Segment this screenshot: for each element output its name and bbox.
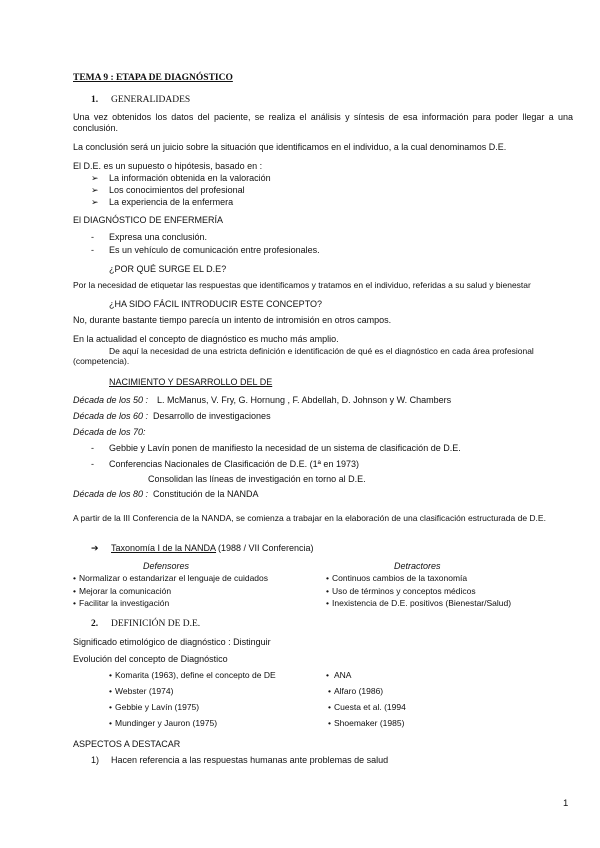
dash-marker: - <box>91 459 94 469</box>
author-item: Shoemaker (1985) <box>334 718 405 728</box>
bullet-arrow-icon: ➢ <box>91 185 99 195</box>
author-item: Gebbie y Lavín (1975) <box>115 702 200 712</box>
detractor-item: Continuos cambios de la taxonomía <box>332 573 468 583</box>
aspect-item: Hacen referencia a las respuestas humanas ante problemas de salud <box>111 755 389 765</box>
history-heading: NACIMIENTO Y DESARROLLO DEL DE <box>109 377 273 387</box>
diagnostico-heading: El DIAGNÓSTICO DE ENFERMERÍA <box>73 215 224 225</box>
section-1-heading: GENERALIDADES <box>111 95 191 105</box>
generalidades-paragraph-1: Una vez obtenidos los datos del paciente, se realiza el análisis y síntesis de esa información para poder llegar a una conclusión. <box>73 112 573 133</box>
arrow-right-icon: ➔ <box>91 543 99 553</box>
bullet-dot: • <box>326 573 329 583</box>
detractor-item: Uso de términos y conceptos médicos <box>332 586 476 596</box>
page-title: TEMA 9 : ETAPA DE DIAGNÓSTICO <box>73 73 233 83</box>
bullet-dot: • <box>109 718 112 728</box>
decade-50-text: L. McManus, V. Fry, G. Hornung , F. Abdellah, D. Johnson y W. Chambers <box>157 395 452 405</box>
bullet-dot: • <box>326 586 329 596</box>
bullet-dot: • <box>328 686 331 696</box>
bullet-dot: • <box>109 670 112 680</box>
bullet-dot: • <box>326 598 329 608</box>
decade-70-label: Década de los 70: <box>73 427 146 437</box>
decade-80-text: Constitución de la NANDA <box>153 489 259 499</box>
page-number: 1 <box>563 798 569 809</box>
generalidades-paragraph-2: La conclusión será un juicio sobre la situación que identificamos en el individuo, a la cual denominamos D.E. <box>73 142 507 152</box>
decade-60-text: Desarrollo de investigaciones <box>153 411 271 421</box>
bullet-dot: • <box>109 702 112 712</box>
bullet-dot: • <box>109 686 112 696</box>
section-2-heading: DEFINICIÓN DE D.E. <box>111 619 201 629</box>
defensores-heading: Defensores <box>143 561 190 571</box>
de-intro: El D.E. es un supuesto o hipótesis, basado en : <box>73 161 263 171</box>
taxonomy-label: Taxonomía I de la NANDA <box>111 543 217 553</box>
bullet-dot: • <box>73 573 76 583</box>
author-item: Komarita (1963), define el concepto de DE <box>115 670 276 680</box>
author-item: Mundinger y Jauron (1975) <box>115 718 218 728</box>
bullet-arrow-icon: ➢ <box>91 197 99 207</box>
dash-marker: - <box>91 443 94 453</box>
defensor-item: Facilitar la investigación <box>79 598 170 608</box>
aspect-number: 1) <box>91 755 100 765</box>
section-2-number: 2. <box>91 619 99 629</box>
bullet-item: Los conocimientos del profesional <box>109 185 245 195</box>
answer-1: Por la necesidad de etiquetar las respuestas que identificamos y tratamos en el individuo, referidas a su salud y bienestar <box>73 280 531 290</box>
defensor-item: Normalizar o estandarizar el lenguaje de cuidados <box>79 573 268 583</box>
detractores-heading: Detractores <box>394 561 441 571</box>
detractor-item: Inexistencia de D.E. positivos (Bienestar/Salud) <box>332 598 512 608</box>
dash-marker: - <box>91 245 94 255</box>
dash-marker: - <box>91 232 94 242</box>
bullet-dot: • <box>328 702 331 712</box>
decade-80-label: Década de los 80 : <box>73 489 149 499</box>
answer-3-line-1: En la actualidad el concepto de diagnóstico es mucho más amplio. <box>73 334 339 344</box>
author-item: Alfaro (1986) <box>334 686 384 696</box>
bullet-dot: • <box>73 598 76 608</box>
bullet-item: La información obtenida en la valoración <box>109 173 271 183</box>
taxonomy-note: (1988 / VII Conferencia) <box>218 543 314 553</box>
author-item: ANA <box>334 670 352 680</box>
bullet-item: La experiencia de la enfermera <box>109 197 234 207</box>
section-1-number: 1. <box>91 95 99 105</box>
decade-70-item: Conferencias Nacionales de Clasificación de D.E. (1ª en 1973) <box>109 459 359 469</box>
answer-3-line-2: De aquí la necesidad de una estricta definición e identificación de qué es el diagnóstico en cada área profesional (competencia). <box>73 346 534 367</box>
aspects-heading: ASPECTOS A DESTACAR <box>73 739 181 749</box>
decade-70-note: Consolidan las líneas de investigación en torno al D.E. <box>148 474 366 484</box>
question-1: ¿POR QUÉ SURGE EL D.E? <box>109 264 227 274</box>
decade-50-label: Década de los 50 : <box>73 395 149 405</box>
defensor-item: Mejorar la comunicación <box>79 586 172 596</box>
question-2: ¿HA SIDO FÁCIL INTRODUCIR ESTE CONCEPTO? <box>109 299 323 309</box>
dx-item: Expresa una conclusión. <box>109 232 208 242</box>
evolution-heading: Evolución del concepto de Diagnóstico <box>73 654 228 664</box>
author-item: Cuesta et al. (1994 <box>334 702 406 712</box>
bullet-dot: • <box>326 670 329 680</box>
bullet-arrow-icon: ➢ <box>91 173 99 183</box>
answer-2: No, durante bastante tiempo parecía un intento de intromisión en otros campos. <box>73 315 392 325</box>
nanda-paragraph: A partir de la III Conferencia de la NANDA, se comienza a trabajar en la elaboración de una clasificación estructurada de D.E. <box>73 513 546 523</box>
decade-70-item: Gebbie y Lavín ponen de manifiesto la necesidad de un sistema de clasificación de D.E. <box>109 443 461 453</box>
bullet-dot: • <box>328 718 331 728</box>
decade-60-label: Década de los 60 : <box>73 411 149 421</box>
dx-item: Es un vehículo de comunicación entre profesionales. <box>109 245 320 255</box>
author-item: Webster (1974) <box>115 686 174 696</box>
etymology: Significado etimológico de diagnóstico : Distinguir <box>73 637 271 647</box>
bullet-dot: • <box>73 586 76 596</box>
